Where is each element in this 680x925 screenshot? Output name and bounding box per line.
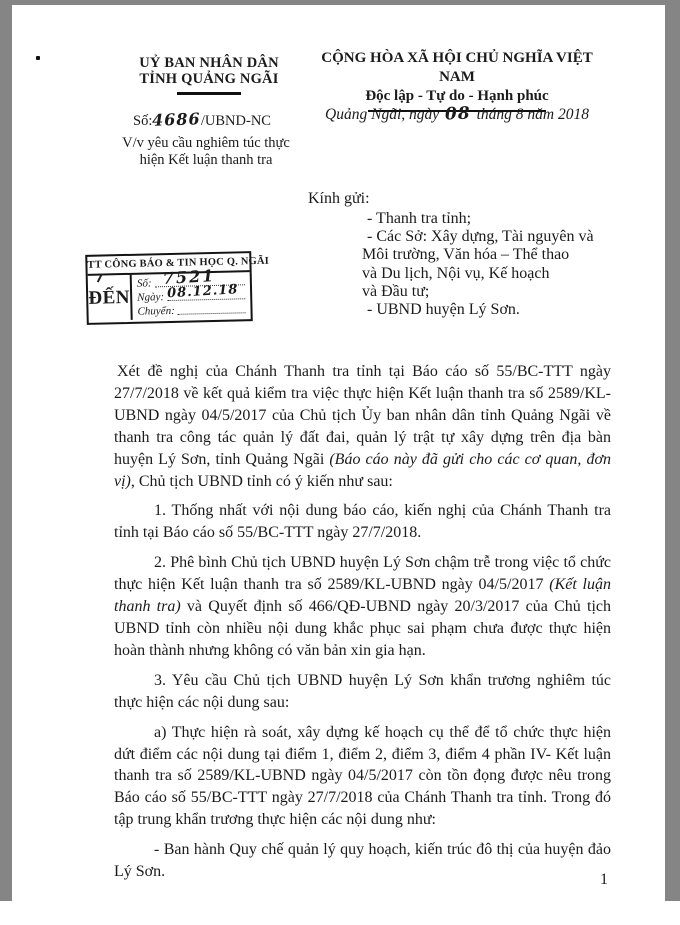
stamp-den-text: ĐẾN [88, 286, 131, 309]
day-handwritten: 08 [444, 103, 472, 125]
stamp-ngay-handwritten: 08.12.18 [166, 282, 239, 302]
subject-line1: V/v yêu cầu nghiêm túc thực [122, 135, 290, 151]
document-subject [106, 135, 306, 169]
stamp-fields [132, 266, 251, 320]
recipient-line: Môi trường, Văn hóa – Thể thao [362, 246, 570, 264]
p3-text: 2. Phê bình Chủ tịch UBND huyện Lý Sơn chậm trễ trong việc tổ chức thực hiện Kết luận thanh tra số 2589/KL-UBND ngày 04/5/2017 [114, 554, 611, 594]
doc-number-label: Số: [133, 113, 153, 129]
stamp-so-label: Số: [136, 277, 152, 290]
body-paragraph-6: - Ban hành Quy chế quản lý quy hoạch, kiến trúc đô thị của huyện đảo Lý Sơn. [114, 841, 611, 881]
national-motto-line1: CỘNG HÒA XÃ HỘI CHỦ NGHĨA VIỆT NAM [321, 50, 593, 85]
document-body [114, 361, 611, 883]
p1-text: Xét đề nghị của Chánh Thanh tra tỉnh tại Báo cáo số 55/BC-TTT ngày 27/7/2018 về kết quả kiểm tra việc thực hiện Kết luận thanh tra số 2589/KL-UBND ngày 04/5/2017 của Chủ tịch Ủy ban nhân dân tỉnh Quảng Ngãi về thanh tra công tác quản lý đất đai, quản lý trật tự xây dựng trên địa bàn huyện Lý Sơn, tỉnh Quảng Ngãi [114, 363, 611, 468]
stamp-title: TT CÔNG BÁO & TIN HỌC Q. NGÃI [87, 253, 249, 276]
place-date-post: tháng 8 năm 2018 [476, 106, 589, 123]
national-header [307, 49, 607, 112]
p1-text-end: , Chủ tịch UBND tỉnh có ý kiến như sau: [130, 472, 393, 490]
org-name-line2: TỈNH QUẢNG NGÃI [139, 71, 279, 87]
national-motto-line2: Độc lập - Tự do - Hạnh phúc [365, 88, 549, 104]
recipient-line: - Thanh tra tỉnh; [367, 210, 472, 227]
document-number [122, 110, 282, 130]
stamp-so-handwritten: 7521 [162, 266, 216, 289]
body-paragraph-2: 1. Thống nhất với nội dung báo cáo, kiến nghị của Chánh Thanh tra tỉnh tại Báo cáo số 55/BC-TTT ngày 27/7/2018. [114, 502, 611, 542]
stamp-handwritten-tick [97, 274, 103, 283]
body-paragraph-5: a) Thực hiện rà soát, xây dựng kế hoạch cụ thể để tổ chức thực hiện dứt điểm các nội dung tại điểm 1, điểm 2, điểm 3, điểm 4 phần IV- Kết luận thanh tra số 2589/KL-UBND ngày 04/5/2017 còn tồn đọng được nêu trong Báo cáo số 55/BC-TTT ngày 27/7/2018 của Chánh Thanh tra tỉnh. Trong đó tập trung khẩn trương thực hiện các nội dung như: [114, 723, 611, 829]
stamp-chuyen-dotted-line [178, 302, 246, 315]
scan-speck [36, 56, 40, 60]
salutation: Kính gửi: [308, 190, 370, 207]
org-underline [177, 92, 241, 95]
org-name-line1: UỶ BAN NHÂN DÂN [139, 55, 279, 71]
place-date-pre: Quảng Ngãi, ngày [325, 106, 440, 123]
recipient-line: và Đầu tư; [362, 282, 430, 300]
doc-number-suffix: /UBND-NC [200, 113, 271, 129]
stamp-chuyen-row [137, 301, 246, 317]
incoming-stamp [85, 251, 270, 325]
doc-number-handwritten: 4686 [152, 109, 202, 130]
body-paragraph-3 [114, 552, 611, 662]
issuing-org-header [129, 55, 289, 95]
stamp-ngay-label: Ngày: [137, 291, 165, 304]
subject-line2: hiện Kết luận thanh tra [139, 152, 273, 168]
recipient-line: và Du lịch, Nội vụ, Kế hoạch [362, 264, 550, 282]
stamp-chuyen-label: Chuyển: [137, 304, 175, 318]
stamp-body [88, 266, 251, 321]
scan-border-right [665, 0, 680, 901]
stamp-den-label [88, 275, 133, 321]
page-number: 1 [600, 871, 608, 888]
recipient-line: - Các Sở: Xây dựng, Tài nguyên và [367, 228, 594, 246]
p3-italic-note: (Kết luận thanh tra) [114, 576, 611, 616]
recipients-list [362, 210, 602, 319]
scan-border-left [0, 0, 12, 901]
body-paragraph-4: 3. Yêu cầu Chủ tịch UBND huyện Lý Sơn khẩn trương nghiêm túc thực hiện các nội dung sau: [114, 671, 611, 711]
recipient-line: - UBND huyện Lý Sơn. [367, 301, 520, 319]
place-date-line [307, 104, 607, 124]
scan-border-top [0, 0, 680, 5]
body-paragraph-1 [114, 361, 611, 492]
p1-italic-note: (Báo cáo này đã gửi cho các cơ quan, đơn vị) [114, 450, 611, 490]
p3-text-end: và Quyết định số 466/QĐ-UBND ngày 20/3/2017 của Chủ tịch UBND tỉnh còn nhiều nội dung khắc phục sai phạm chưa được thực hiện hoàn thành nhưng không có văn bản xin gia hạn. [114, 598, 611, 659]
